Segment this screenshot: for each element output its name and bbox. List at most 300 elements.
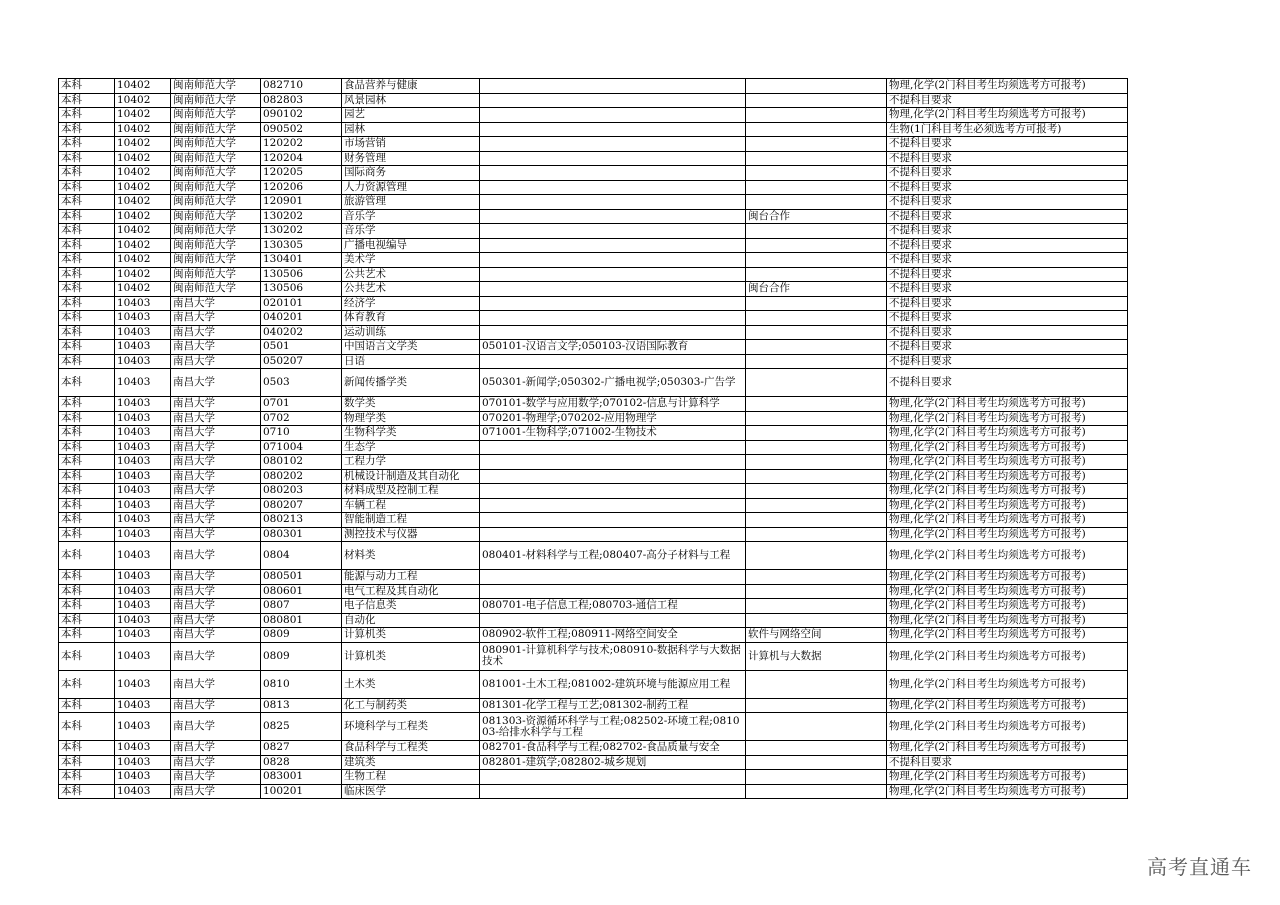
major-code-cell: 040202	[261, 325, 342, 340]
level-cell: 本科	[59, 469, 115, 484]
table-row	[59, 108, 1128, 123]
table-row	[59, 122, 1128, 137]
included-majors-cell: 080701-电子信息工程;080703-通信工程	[480, 599, 746, 614]
table-row	[59, 209, 1128, 224]
school-name-cell: 南昌大学	[171, 755, 261, 770]
school-name-cell: 南昌大学	[171, 426, 261, 441]
school-code-cell: 10403	[115, 741, 171, 756]
table-row	[59, 741, 1128, 756]
table-row	[59, 79, 1128, 94]
table-row	[59, 93, 1128, 108]
included-majors-cell	[480, 166, 746, 181]
school-name-cell: 南昌大学	[171, 784, 261, 799]
level-cell: 本科	[59, 369, 115, 397]
included-majors-cell	[480, 527, 746, 542]
remark-cell	[746, 698, 887, 713]
subject-requirement-cell: 物理,化学(2门科目考生均须选考方可报考)	[887, 784, 1128, 799]
level-cell: 本科	[59, 354, 115, 369]
major-code-cell: 120202	[261, 137, 342, 152]
included-majors-cell	[480, 584, 746, 599]
subject-requirement-cell: 不提科目要求	[887, 238, 1128, 253]
major-code-cell: 0813	[261, 698, 342, 713]
level-cell: 本科	[59, 340, 115, 355]
table-row	[59, 137, 1128, 152]
included-majors-cell	[480, 195, 746, 210]
table-row	[59, 670, 1128, 698]
school-name-cell: 南昌大学	[171, 527, 261, 542]
school-code-cell: 10403	[115, 670, 171, 698]
major-name-cell: 工程力学	[342, 455, 480, 470]
level-cell: 本科	[59, 180, 115, 195]
level-cell: 本科	[59, 484, 115, 499]
major-code-cell: 120206	[261, 180, 342, 195]
included-majors-cell: 081301-化学工程与工艺;081302-制药工程	[480, 698, 746, 713]
school-code-cell: 10403	[115, 426, 171, 441]
subject-requirement-cell: 物理,化学(2门科目考生均须选考方可报考)	[887, 584, 1128, 599]
level-cell: 本科	[59, 741, 115, 756]
table-row	[59, 770, 1128, 785]
major-name-cell: 运动训练	[342, 325, 480, 340]
school-code-cell: 10403	[115, 713, 171, 741]
major-code-cell: 090502	[261, 122, 342, 137]
level-cell: 本科	[59, 137, 115, 152]
school-code-cell: 10402	[115, 224, 171, 239]
included-majors-cell	[480, 784, 746, 799]
subject-requirement-cell: 物理,化学(2门科目考生均须选考方可报考)	[887, 455, 1128, 470]
major-code-cell: 0503	[261, 369, 342, 397]
included-majors-cell	[480, 440, 746, 455]
subject-requirement-cell: 物理,化学(2门科目考生均须选考方可报考)	[887, 79, 1128, 94]
included-majors-cell: 082801-建筑学;082802-城乡规划	[480, 755, 746, 770]
major-code-cell: 071004	[261, 440, 342, 455]
school-code-cell: 10403	[115, 527, 171, 542]
subject-requirement-cell: 不提科目要求	[887, 137, 1128, 152]
subject-requirement-cell: 物理,化学(2门科目考生均须选考方可报考)	[887, 670, 1128, 698]
included-majors-cell: 081001-土木工程;081002-建筑环境与能源应用工程	[480, 670, 746, 698]
included-majors-cell: 081303-资源循环科学与工程;082502-环境工程;081003-给排水科学与工程	[480, 713, 746, 741]
major-name-cell: 经济学	[342, 296, 480, 311]
subject-requirement-cell: 物理,化学(2门科目考生均须选考方可报考)	[887, 741, 1128, 756]
major-code-cell: 080801	[261, 613, 342, 628]
subject-requirement-cell: 不提科目要求	[887, 340, 1128, 355]
school-code-cell: 10403	[115, 570, 171, 585]
level-cell: 本科	[59, 122, 115, 137]
included-majors-cell: 070201-物理学;070202-应用物理学	[480, 411, 746, 426]
remark-cell	[746, 311, 887, 326]
table-row	[59, 498, 1128, 513]
major-code-cell: 130506	[261, 267, 342, 282]
subject-requirement-cell: 物理,化学(2门科目考生均须选考方可报考)	[887, 628, 1128, 643]
level-cell: 本科	[59, 151, 115, 166]
level-cell: 本科	[59, 411, 115, 426]
remark-cell	[746, 397, 887, 412]
included-majors-cell	[480, 151, 746, 166]
major-code-cell: 130506	[261, 282, 342, 297]
remark-cell	[746, 584, 887, 599]
included-majors-cell	[480, 253, 746, 268]
remark-cell	[746, 325, 887, 340]
remark-cell	[746, 498, 887, 513]
school-name-cell: 闽南师范大学	[171, 151, 261, 166]
subject-requirement-cell: 物理,化学(2门科目考生均须选考方可报考)	[887, 698, 1128, 713]
school-name-cell: 闽南师范大学	[171, 137, 261, 152]
level-cell: 本科	[59, 79, 115, 94]
included-majors-cell	[480, 296, 746, 311]
school-name-cell: 闽南师范大学	[171, 238, 261, 253]
included-majors-cell: 070101-数学与应用数学;070102-信息与计算科学	[480, 397, 746, 412]
table-row	[59, 340, 1128, 355]
subject-requirement-cell: 物理,化学(2门科目考生均须选考方可报考)	[887, 397, 1128, 412]
major-name-cell: 中国语言文学类	[342, 340, 480, 355]
school-name-cell: 南昌大学	[171, 311, 261, 326]
school-code-cell: 10403	[115, 469, 171, 484]
level-cell: 本科	[59, 599, 115, 614]
included-majors-cell: 080901-计算机科学与技术;080910-数据科学与大数据技术	[480, 642, 746, 670]
subject-requirement-cell: 不提科目要求	[887, 195, 1128, 210]
subject-requirement-cell: 不提科目要求	[887, 755, 1128, 770]
school-code-cell: 10402	[115, 122, 171, 137]
major-code-cell: 0825	[261, 713, 342, 741]
major-name-cell: 音乐学	[342, 224, 480, 239]
subject-requirement-cell: 物理,化学(2门科目考生均须选考方可报考)	[887, 527, 1128, 542]
major-name-cell: 园艺	[342, 108, 480, 123]
school-name-cell: 南昌大学	[171, 584, 261, 599]
level-cell: 本科	[59, 267, 115, 282]
major-name-cell: 数学类	[342, 397, 480, 412]
included-majors-cell: 050101-汉语言文学;050103-汉语国际教育	[480, 340, 746, 355]
table-row	[59, 755, 1128, 770]
included-majors-cell	[480, 498, 746, 513]
major-name-cell: 电气工程及其自动化	[342, 584, 480, 599]
table-row	[59, 599, 1128, 614]
remark-cell	[746, 513, 887, 528]
school-code-cell: 10403	[115, 397, 171, 412]
school-name-cell: 南昌大学	[171, 455, 261, 470]
school-name-cell: 南昌大学	[171, 713, 261, 741]
level-cell: 本科	[59, 325, 115, 340]
school-name-cell: 闽南师范大学	[171, 209, 261, 224]
major-code-cell: 0701	[261, 397, 342, 412]
school-code-cell: 10402	[115, 108, 171, 123]
major-name-cell: 环境科学与工程类	[342, 713, 480, 741]
table-row	[59, 484, 1128, 499]
level-cell: 本科	[59, 613, 115, 628]
major-name-cell: 市场营销	[342, 137, 480, 152]
included-majors-cell	[480, 311, 746, 326]
major-name-cell: 测控技术与仪器	[342, 527, 480, 542]
school-name-cell: 南昌大学	[171, 296, 261, 311]
table-row	[59, 426, 1128, 441]
school-code-cell: 10403	[115, 484, 171, 499]
subject-requirement-cell: 不提科目要求	[887, 282, 1128, 297]
remark-cell: 闽台合作	[746, 282, 887, 297]
school-code-cell: 10403	[115, 354, 171, 369]
remark-cell	[746, 108, 887, 123]
remark-cell	[746, 469, 887, 484]
remark-cell	[746, 455, 887, 470]
table-row	[59, 698, 1128, 713]
level-cell: 本科	[59, 770, 115, 785]
subject-requirement-cell: 物理,化学(2门科目考生均须选考方可报考)	[887, 642, 1128, 670]
major-name-cell: 音乐学	[342, 209, 480, 224]
major-name-cell: 材料成型及控制工程	[342, 484, 480, 499]
school-name-cell: 闽南师范大学	[171, 282, 261, 297]
major-code-cell: 080207	[261, 498, 342, 513]
remark-cell	[746, 713, 887, 741]
school-code-cell: 10403	[115, 340, 171, 355]
level-cell: 本科	[59, 670, 115, 698]
school-code-cell: 10402	[115, 166, 171, 181]
school-code-cell: 10402	[115, 93, 171, 108]
major-code-cell: 130305	[261, 238, 342, 253]
table-row	[59, 469, 1128, 484]
major-name-cell: 美术学	[342, 253, 480, 268]
included-majors-cell	[480, 224, 746, 239]
major-code-cell: 120204	[261, 151, 342, 166]
remark-cell	[746, 542, 887, 570]
subject-requirement-cell: 不提科目要求	[887, 369, 1128, 397]
major-name-cell: 国际商务	[342, 166, 480, 181]
school-code-cell: 10403	[115, 613, 171, 628]
table-row	[59, 570, 1128, 585]
school-name-cell: 闽南师范大学	[171, 195, 261, 210]
major-name-cell: 机械设计制造及其自动化	[342, 469, 480, 484]
subject-requirement-cell: 不提科目要求	[887, 325, 1128, 340]
school-name-cell: 南昌大学	[171, 741, 261, 756]
school-name-cell: 南昌大学	[171, 628, 261, 643]
included-majors-cell: 082701-食品科学与工程;082702-食品质量与安全	[480, 741, 746, 756]
remark-cell	[746, 599, 887, 614]
included-majors-cell: 050301-新闻学;050302-广播电视学;050303-广告学	[480, 369, 746, 397]
included-majors-cell	[480, 513, 746, 528]
school-code-cell: 10402	[115, 238, 171, 253]
enrollment-table	[58, 78, 1128, 799]
remark-cell	[746, 755, 887, 770]
school-code-cell: 10403	[115, 698, 171, 713]
remark-cell	[746, 296, 887, 311]
table-row	[59, 311, 1128, 326]
table-row	[59, 440, 1128, 455]
level-cell: 本科	[59, 238, 115, 253]
major-code-cell: 0809	[261, 628, 342, 643]
major-code-cell: 080601	[261, 584, 342, 599]
major-code-cell: 0827	[261, 741, 342, 756]
subject-requirement-cell: 物理,化学(2门科目考生均须选考方可报考)	[887, 498, 1128, 513]
remark-cell	[746, 122, 887, 137]
major-name-cell: 园林	[342, 122, 480, 137]
included-majors-cell	[480, 93, 746, 108]
remark-cell: 软件与网络空间	[746, 628, 887, 643]
included-majors-cell: 071001-生物科学;071002-生物技术	[480, 426, 746, 441]
remark-cell	[746, 411, 887, 426]
school-name-cell: 南昌大学	[171, 397, 261, 412]
major-name-cell: 食品营养与健康	[342, 79, 480, 94]
remark-cell	[746, 151, 887, 166]
major-name-cell: 食品科学与工程类	[342, 741, 480, 756]
major-name-cell: 物理学类	[342, 411, 480, 426]
level-cell: 本科	[59, 527, 115, 542]
school-code-cell: 10402	[115, 137, 171, 152]
major-code-cell: 040201	[261, 311, 342, 326]
school-name-cell: 闽南师范大学	[171, 79, 261, 94]
remark-cell	[746, 613, 887, 628]
major-name-cell: 生物工程	[342, 770, 480, 785]
school-code-cell: 10403	[115, 411, 171, 426]
table-row	[59, 713, 1128, 741]
subject-requirement-cell: 物理,化学(2门科目考生均须选考方可报考)	[887, 440, 1128, 455]
included-majors-cell	[480, 137, 746, 152]
remark-cell	[746, 224, 887, 239]
school-name-cell: 南昌大学	[171, 469, 261, 484]
table-row	[59, 642, 1128, 670]
subject-requirement-cell: 生物(1门科目考生必须选考方可报考)	[887, 122, 1128, 137]
school-name-cell: 南昌大学	[171, 440, 261, 455]
subject-requirement-cell: 不提科目要求	[887, 166, 1128, 181]
level-cell: 本科	[59, 426, 115, 441]
table-row	[59, 166, 1128, 181]
school-code-cell: 10403	[115, 296, 171, 311]
school-code-cell: 10402	[115, 282, 171, 297]
remark-cell	[746, 267, 887, 282]
included-majors-cell: 080401-材料科学与工程;080407-高分子材料与工程	[480, 542, 746, 570]
level-cell: 本科	[59, 713, 115, 741]
included-majors-cell	[480, 455, 746, 470]
school-code-cell: 10403	[115, 498, 171, 513]
school-name-cell: 南昌大学	[171, 542, 261, 570]
included-majors-cell	[480, 238, 746, 253]
included-majors-cell	[480, 108, 746, 123]
major-name-cell: 电子信息类	[342, 599, 480, 614]
subject-requirement-cell: 物理,化学(2门科目考生均须选考方可报考)	[887, 426, 1128, 441]
included-majors-cell	[480, 267, 746, 282]
major-code-cell: 130202	[261, 224, 342, 239]
subject-requirement-cell: 物理,化学(2门科目考生均须选考方可报考)	[887, 513, 1128, 528]
level-cell: 本科	[59, 166, 115, 181]
subject-requirement-cell: 不提科目要求	[887, 253, 1128, 268]
remark-cell: 计算机与大数据	[746, 642, 887, 670]
included-majors-cell: 080902-软件工程;080911-网络空间安全	[480, 628, 746, 643]
remark-cell	[746, 741, 887, 756]
school-name-cell: 南昌大学	[171, 613, 261, 628]
remark-cell	[746, 253, 887, 268]
school-name-cell: 南昌大学	[171, 570, 261, 585]
major-name-cell: 能源与动力工程	[342, 570, 480, 585]
subject-requirement-cell: 物理,化学(2门科目考生均须选考方可报考)	[887, 542, 1128, 570]
level-cell: 本科	[59, 584, 115, 599]
major-name-cell: 临床医学	[342, 784, 480, 799]
included-majors-cell	[480, 282, 746, 297]
school-code-cell: 10403	[115, 584, 171, 599]
school-name-cell: 南昌大学	[171, 599, 261, 614]
school-code-cell: 10403	[115, 455, 171, 470]
level-cell: 本科	[59, 397, 115, 412]
major-code-cell: 120205	[261, 166, 342, 181]
major-name-cell: 计算机类	[342, 628, 480, 643]
school-code-cell: 10403	[115, 628, 171, 643]
level-cell: 本科	[59, 513, 115, 528]
major-code-cell: 090102	[261, 108, 342, 123]
level-cell: 本科	[59, 282, 115, 297]
included-majors-cell	[480, 354, 746, 369]
level-cell: 本科	[59, 570, 115, 585]
school-code-cell: 10402	[115, 267, 171, 282]
school-name-cell: 闽南师范大学	[171, 180, 261, 195]
table-row	[59, 151, 1128, 166]
school-name-cell: 南昌大学	[171, 513, 261, 528]
remark-cell	[746, 340, 887, 355]
major-name-cell: 旅游管理	[342, 195, 480, 210]
major-name-cell: 自动化	[342, 613, 480, 628]
level-cell: 本科	[59, 628, 115, 643]
school-name-cell: 南昌大学	[171, 484, 261, 499]
remark-cell: 闽台合作	[746, 209, 887, 224]
subject-requirement-cell: 不提科目要求	[887, 267, 1128, 282]
level-cell: 本科	[59, 542, 115, 570]
school-name-cell: 闽南师范大学	[171, 224, 261, 239]
included-majors-cell	[480, 180, 746, 195]
table-row	[59, 784, 1128, 799]
included-majors-cell	[480, 79, 746, 94]
subject-requirement-cell: 不提科目要求	[887, 93, 1128, 108]
table-row	[59, 267, 1128, 282]
school-name-cell: 南昌大学	[171, 369, 261, 397]
table-row	[59, 253, 1128, 268]
school-name-cell: 南昌大学	[171, 642, 261, 670]
table-row	[59, 238, 1128, 253]
school-code-cell: 10402	[115, 79, 171, 94]
subject-requirement-cell: 物理,化学(2门科目考生均须选考方可报考)	[887, 108, 1128, 123]
school-name-cell: 闽南师范大学	[171, 267, 261, 282]
school-name-cell: 闽南师范大学	[171, 93, 261, 108]
remark-cell	[746, 354, 887, 369]
subject-requirement-cell: 物理,化学(2门科目考生均须选考方可报考)	[887, 469, 1128, 484]
watermark-text: 高考直通车	[1147, 855, 1252, 879]
level-cell: 本科	[59, 455, 115, 470]
remark-cell	[746, 195, 887, 210]
major-code-cell: 0828	[261, 755, 342, 770]
school-name-cell: 南昌大学	[171, 354, 261, 369]
table-row	[59, 613, 1128, 628]
table-row	[59, 325, 1128, 340]
subject-requirement-cell: 不提科目要求	[887, 354, 1128, 369]
remark-cell	[746, 670, 887, 698]
major-name-cell: 人力资源管理	[342, 180, 480, 195]
table-row	[59, 527, 1128, 542]
included-majors-cell	[480, 122, 746, 137]
remark-cell	[746, 93, 887, 108]
table-row	[59, 584, 1128, 599]
school-code-cell: 10403	[115, 311, 171, 326]
level-cell: 本科	[59, 698, 115, 713]
table-body	[59, 79, 1128, 799]
major-code-cell: 130202	[261, 209, 342, 224]
major-name-cell: 日语	[342, 354, 480, 369]
school-code-cell: 10402	[115, 151, 171, 166]
table-row	[59, 195, 1128, 210]
major-name-cell: 新闻传播学类	[342, 369, 480, 397]
level-cell: 本科	[59, 253, 115, 268]
major-code-cell: 082803	[261, 93, 342, 108]
level-cell: 本科	[59, 440, 115, 455]
table-row	[59, 513, 1128, 528]
level-cell: 本科	[59, 296, 115, 311]
remark-cell	[746, 79, 887, 94]
subject-requirement-cell: 不提科目要求	[887, 209, 1128, 224]
major-name-cell: 材料类	[342, 542, 480, 570]
school-code-cell: 10403	[115, 599, 171, 614]
school-code-cell: 10402	[115, 253, 171, 268]
school-code-cell: 10403	[115, 369, 171, 397]
